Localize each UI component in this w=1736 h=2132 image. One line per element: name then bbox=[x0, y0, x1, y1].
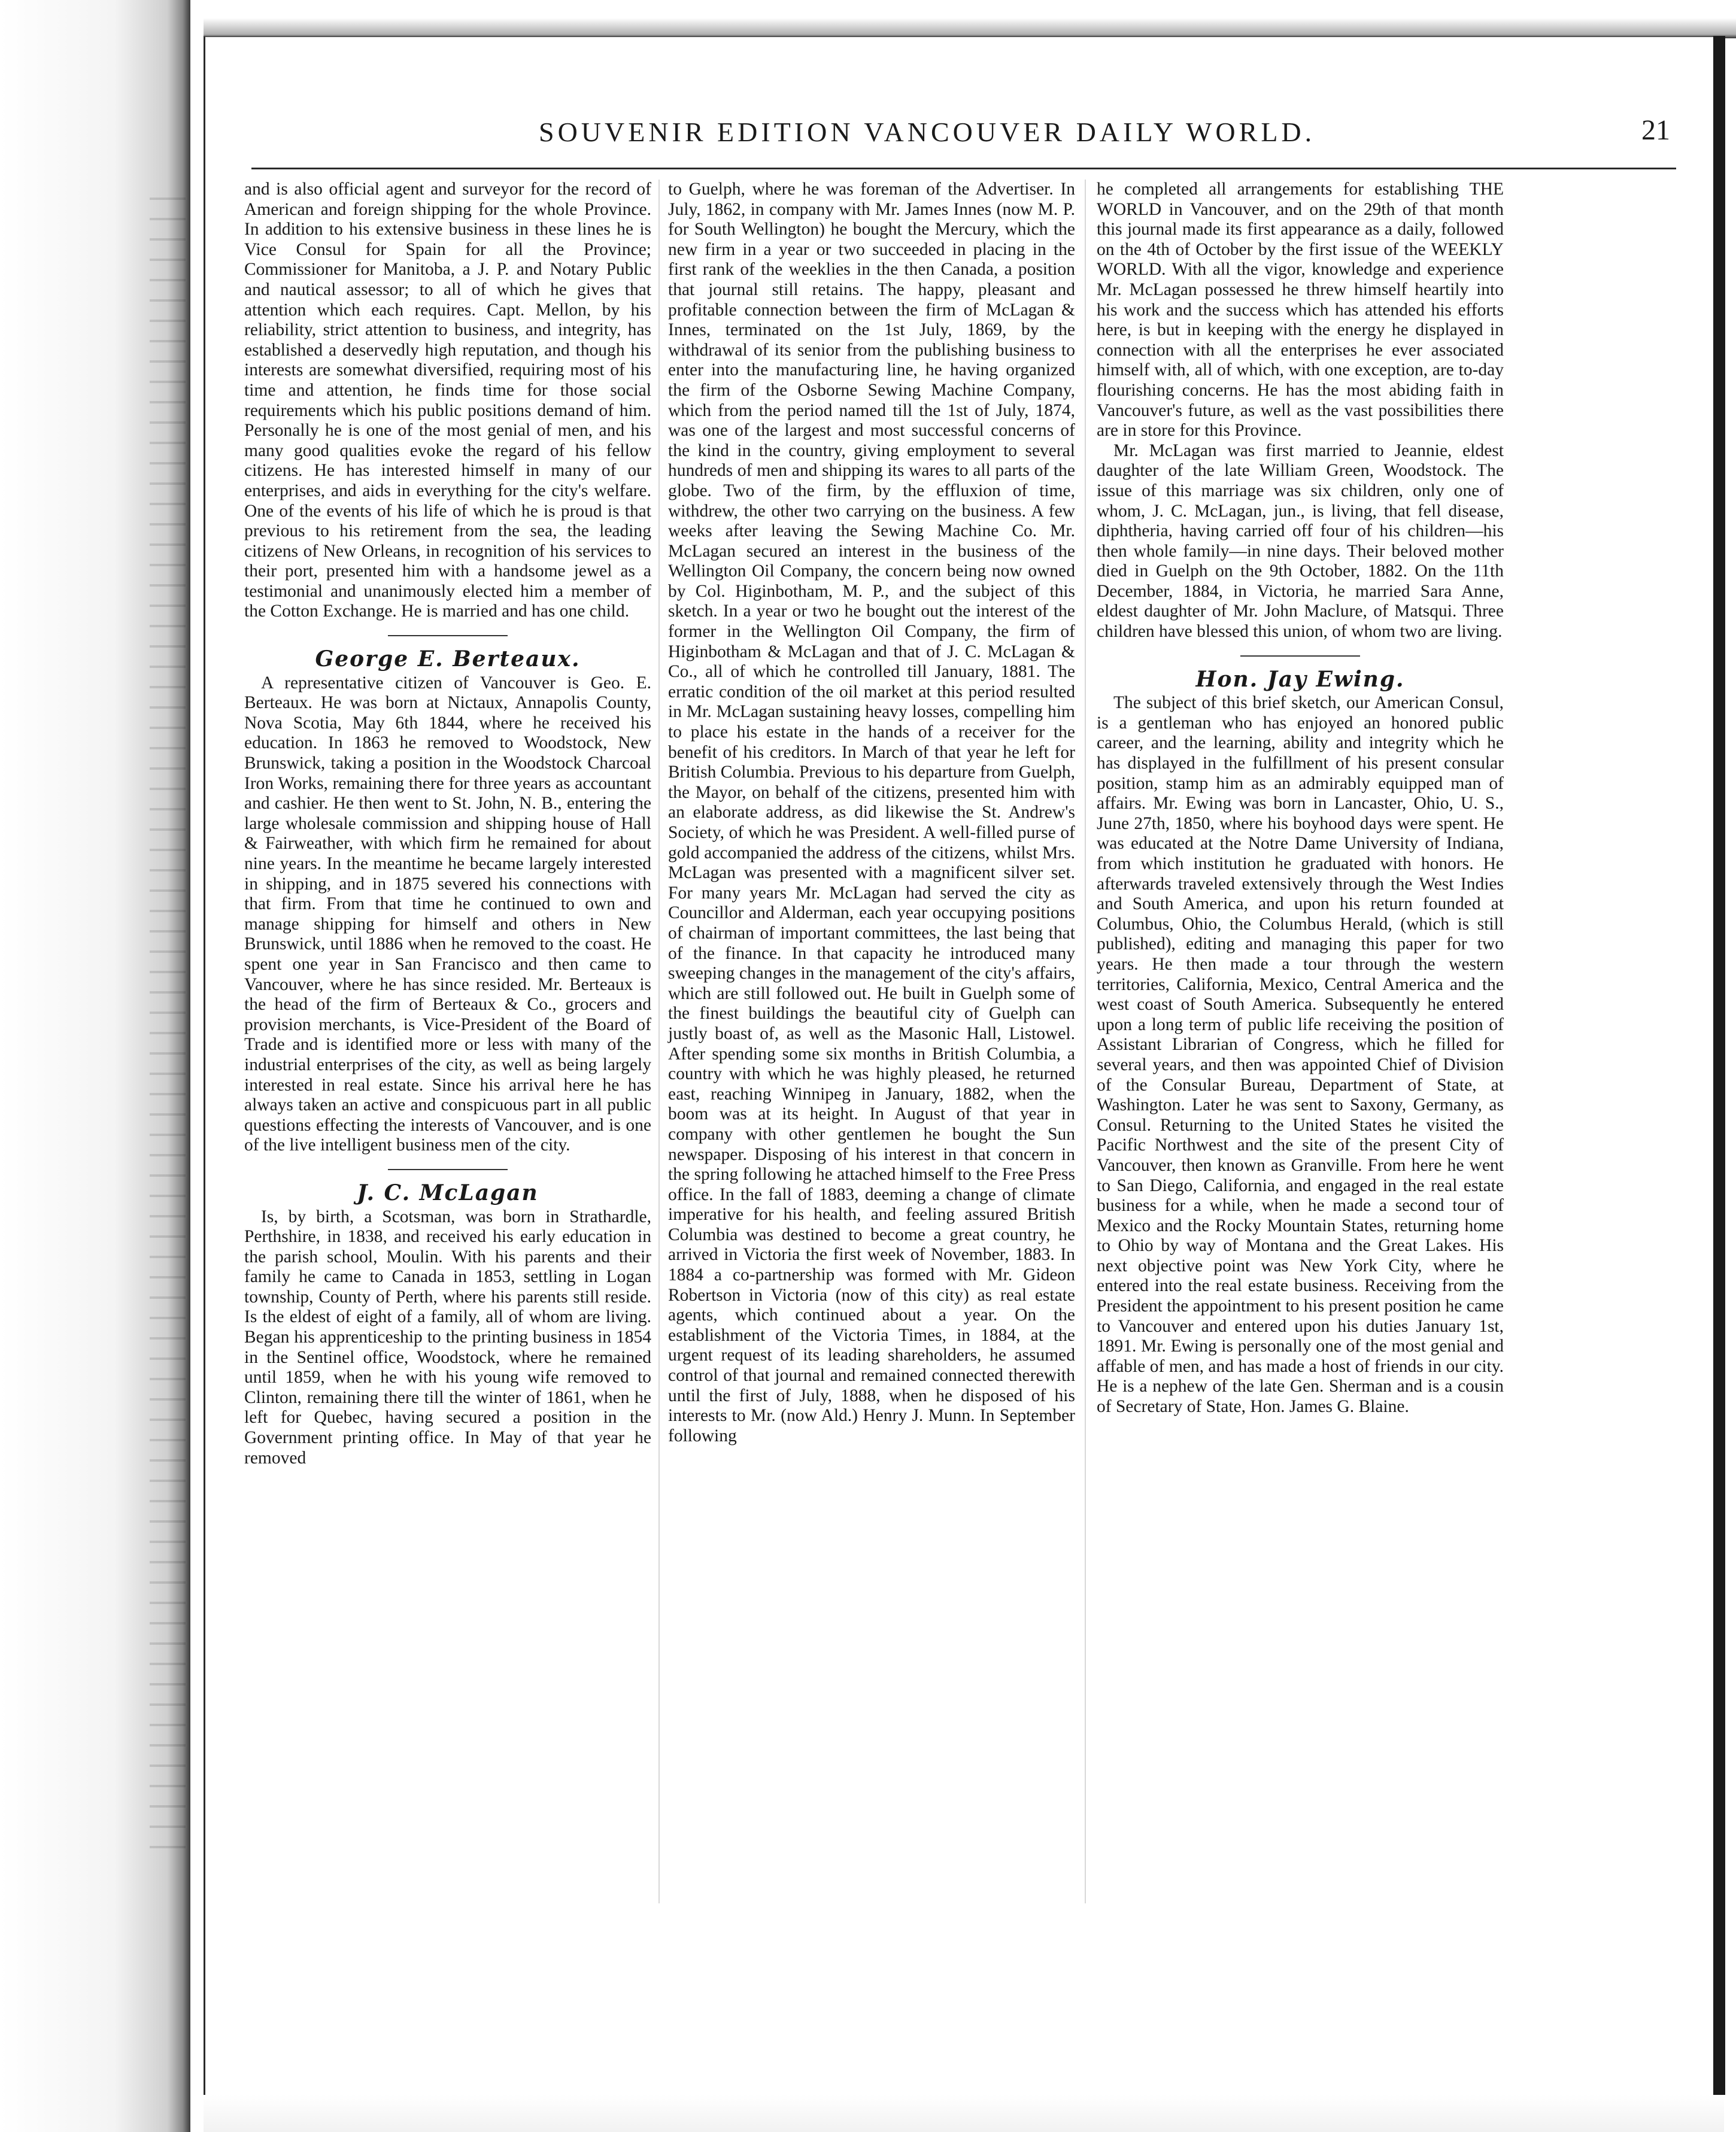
scan-right-edge bbox=[1713, 36, 1725, 2095]
mclagan-article-start: Is, by birth, a Scotsman, was born in Strathardle, Perthshire, in 1838, and received his early education in the parish school, Moulin. With his parents and their family he came to Canada in 1853, settling in Logan township, County of Perth, where his parents still reside. Is the eldest of eight of a family, all of whom are living. Began his apprenticeship to the printing business in 1854 in the Sentinel office, Woodstock, where he remained until 1859, when he with his young wife removed to Clinton, remaining there till the winter of 1861, when he left for Quebec, having secured a position in the Government printing office. In May of that year he removed bbox=[244, 1207, 651, 1468]
page-number: 21 bbox=[1641, 114, 1670, 146]
berteaux-heading: George E. Berteaux. bbox=[315, 646, 581, 672]
mclagan-article-end: he completed all arrangements for establishing THE WORLD in Vancouver, and on the 29th of that month this journal made its first appearance as a daily, followed on the 4th of October by the first issue of the WEEKLY WORLD. With all the vigor, knowledge and experience Mr. McLagan possessed he threw himself heartily into his work and the success which has attended his efforts here, is but in keeping with the energy he displayed in connection with all the enterprises he ever associated himself with, all of which, with one exception, are to-day flourishing concerns. He has the most abiding faith in Vancouver's future, as well as the vast possibilities there are in store for this Province. bbox=[1097, 180, 1504, 441]
section-divider bbox=[1240, 655, 1360, 657]
scan-top-shadow bbox=[204, 18, 1736, 38]
column-divider-1 bbox=[658, 180, 660, 1903]
ewing-article: The subject of this brief sketch, our American Consul, is a gentleman who has enjoyed an honored public career, and the learning, ability and integrity which he has displayed in the fulfillment of his present consular position, stamp him as an admirably equipped man of affairs. Mr. Ewing was born in Lancaster, Ohio, U. S., June 27th, 1850, where his boyhood days were spent. He was educated at the Notre Dame University of Indiana, from which institution he graduated with honors. He afterwards traveled extensively through the West Indies and South America, and upon his return founded at Columbus, Ohio, the Columbus Herald, (which is still published), editing and managing this paper for two years. He then made a tour through the western territories, California, Mexico, Central America and the west coast of South America. Subsequently he entered upon a long term of public life receiving the position of Assistant Librarian of Congress, which he filled for several years, and then was appointed Chief of Division of the Consular Bureau, Department of State, at Washington. Later he was sent to Saxony, Germany, as Consul. Returning to the United States he visited the Pacific Northwest and the site of the present City of Vancouver, then known as Granville. From here he went to San Diego, California, and engaged in the real estate business for a while, when he made a second tour of Mexico and the Rocky Mountain States, returning home to Ohio by way of Montana and the Great Lakes. His next objective point was New York City, where he entered into the real estate business. Receiving from the President the appointment to his present position he came to Vancouver and entered upon his duties January 1st, 1891. Mr. Ewing is personally one of the most genial and affable of men, and has made a host of friends in our city. He is a nephew of the late Gen. Sherman and is a cousin of Secretary of State, Hon. James G. Blaine. bbox=[1097, 693, 1504, 1417]
mellon-article-continuation: and is also official agent and surveyor for the record of American and foreign shipping for the whole Province. In addition to his extensive business in these lines he is Vice Consul for Spain for all the Province; Commissioner for Manitoba, a J. P. and Notary Public and nautical assessor; to all of which he gives that attention which each requires. Capt. Mellon, by his reliability, strict attention to business, and integrity, has established a deservedly high reputation, and though his interests are somewhat diversified, requiring most of his time and attention, he finds time for those social requirements which his public positions demand of him. Personally he is one of the most genial of men, and his many good qualities evoke the regard of his fellow citizens. He has interested himself in many of our enterprises, and aids in everything for the city's welfare. One of the events of his life of which he is proud is that previous to his retirement from the sea, the leading citizens of New Orleans, in recognition of his services to their port, presented him with a handsome jewel as a testimonial and unanimously elected him a member of the Cotton Exchange. He is married and has one child. bbox=[244, 180, 651, 621]
column-divider-2 bbox=[1085, 180, 1086, 1903]
running-header bbox=[251, 113, 1676, 160]
column-1 bbox=[244, 180, 651, 1468]
mclagan-family-paragraph: Mr. McLagan was first married to Jeannie, eldest daughter of the late William Green, Woodstock. The issue of this marriage was six children, only one of whom, J. C. McLagan, jun., is living, that fell disease, diphtheria, having carried off four of his children—his then whole family—in nine days. Their beloved mother died in Guelph on the 9th October, 1882. On the 11th December, 1884, in Victoria, he married Sara Anne, eldest daughter of Mr. John Maclure, of Matsqui. Three children have blessed this union, of whom two are living. bbox=[1097, 441, 1504, 642]
section-divider bbox=[388, 635, 508, 636]
scan-bottom-margin bbox=[204, 2095, 1724, 2132]
column-3 bbox=[1097, 180, 1504, 1417]
column-2 bbox=[668, 180, 1075, 1446]
facing-page-text-bleed bbox=[150, 180, 186, 1855]
ewing-heading: Hon. Jay Ewing. bbox=[1195, 666, 1405, 692]
berteaux-article: A representative citizen of Vancouver is Geo. E. Berteaux. He was born at Nictaux, Annapolis County, Nova Scotia, May 6th 1844, where he received his education. In 1863 he removed to Woodstock, New Brunswick, taking a position in the Woodstock Charcoal Iron Works, remaining there for three years as accountant and cashier. He then went to St. John, N. B., entering the large wholesale commission and shipping house of Hall & Fairweather, with which firm he remained for about nine years. In the meantime he became largely interested in shipping, and in 1875 severed his connections with that firm. From that time he continued to own and manage shipping for himself and others in New Brunswick, until 1886 when he removed to the coast. He spent one year in San Francisco and then came to Vancouver, where he has since resided. Mr. Berteaux is the head of the firm of Berteaux & Co., grocers and provision merchants, is Vice-President of the Board of Trade and is identified more or less with many of the industrial enterprises of the city, as well as being largely interested in real estate. Since his arrival here he has always taken an active and conspicuous part in all public questions effecting the interests of Vancouver, and is one of the live intelligent business men of the city. bbox=[244, 673, 651, 1155]
header-rule bbox=[251, 168, 1676, 169]
mclagan-heading: J. C. McLagan bbox=[357, 1180, 539, 1205]
running-title: SOUVENIR EDITION VANCOUVER DAILY WORLD. bbox=[539, 117, 1316, 147]
section-divider bbox=[388, 1169, 508, 1170]
mclagan-article-continuation: to Guelph, where he was foreman of the Advertiser. In July, 1862, in company with Mr. James Innes (now M. P. for South Wellington) he bought the Mercury, which the new firm in a year or two succeeded in placing in the first rank of the weeklies in the then Canada, a position that journal still retains. The happy, pleasant and profitable connection between the firm of McLagan & Innes, terminated on the 1st July, 1869, by the withdrawal of its senior from the publishing business to enter into the manufacturing line, he having organized the firm of the Osborne Sewing Machine Company, which from the period named till the 1st of July, 1874, was one of the largest and most successful concerns of the kind in the country, giving employment to several hundreds of men and shipping its wares to all parts of the globe. Two of the firm, by the effluxion of time, withdrew, the other two carrying on the business. A few weeks after leaving the Sewing Machine Co. Mr. McLagan secured an interest in the business of the Wellington Oil Company, the concern being now owned by Col. Higinbotham, M. P., and the subject of this sketch. In a year or two he bought out the interest of the former in the Wellington Oil Company, the firm of Higinbotham & McLagan and that of J. C. McLagan & Co., all of which he controlled till January, 1881. The erratic condition of the oil market at this period resulted in Mr. McLagan sustaining heavy losses, compelling him to place his estate in the hands of a receiver for the benefit of his creditors. In March of that year he left for British Columbia. Previous to his departure from Guelph, the Mayor, on behalf of the citizens, presented him with an elaborate address, as did likewise the St. Andrew's Society, of which he was President. A well-filled purse of gold accompanied the address of the citizens, whilst Mrs. McLagan was presented with a magnificent silver set. For many years Mr. McLagan had served the city as Councillor and Alderman, each year occupying positions of chairman of important committees, the last being that of the finance. In that capacity he introduced many sweeping changes in the management of the city's affairs, which are still followed out. He built in Guelph some of the finest buildings the beautiful city of Guelph can justly boast of, as well as the Masonic Hall, Listowel. After spending some six months in British Columbia, a country with which he was highly pleased, he returned east, reaching Winnipeg in January, 1882, when the boom was at its height. In August of that year in company with other gentlemen he bought the Sun newspaper. Disposing of his interest in that concern in the spring following he attached himself to the Free Press office. In the fall of 1883, deeming a change of climate imperative for his health, and feeling assured British Columbia was destined to become a great country, he arrived in Victoria the first week of November, 1883. In 1884 a co-partnership was formed with Mr. Gideon Robertson in Victoria (now of this city) as real estate agents, which continued about a year. On the establishment of the Victoria Times, in 1884, at the urgent request of its leading shareholders, he assumed control of that journal and remained connected therewith until the first of July, 1888, when he disposed of his interests to Mr. (now Ald.) Henry J. Munn. In September following bbox=[668, 180, 1075, 1445]
